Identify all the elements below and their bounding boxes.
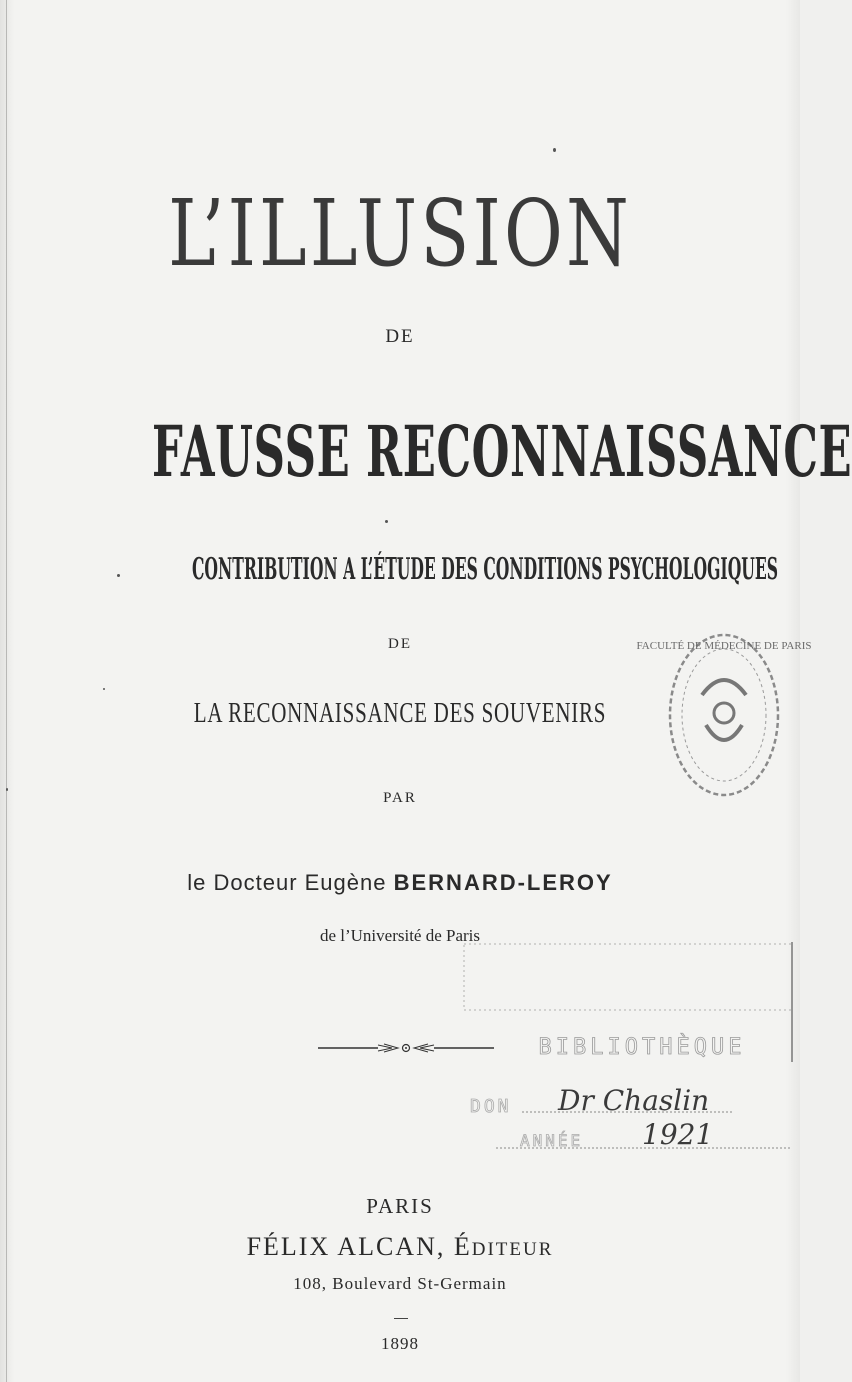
imprint-publisher: [0, 1232, 800, 1262]
connector-de-2: DE: [388, 636, 412, 652]
scan-speck: [103, 688, 105, 690]
publisher-name: FÉLIX ALCAN,: [246, 1232, 446, 1261]
author-line: [0, 870, 800, 896]
publisher-role-rest: DITEUR: [471, 1239, 554, 1260]
round-library-stamp: [636, 625, 812, 805]
round-stamp-text: FACULTÉ DE MÉDECINE DE PARIS: [636, 640, 812, 652]
imprint-address: 108, Boulevard St-Germain: [293, 1274, 507, 1293]
title-line-1: L’ILLUSION: [168, 180, 632, 287]
year-handwritten: 1921: [642, 1118, 714, 1151]
subtitle-line-1: CONTRIBUTION A L’ÉTUDE DES CONDITIONS PSYCHOLOGIQUES: [192, 552, 779, 587]
scan-speck: [385, 520, 388, 523]
scan-speck: [6, 788, 8, 791]
donation-stamp: [462, 942, 796, 1152]
imprint-year: 1898: [381, 1334, 419, 1353]
library-stamp-text: BIBLIOTHÈQUE: [538, 1035, 746, 1060]
imprint-dash: [394, 1318, 408, 1319]
year-label: ANNÉE: [520, 1131, 584, 1150]
scan-speck: [117, 574, 120, 577]
subtitle-line-2: LA RECONNAISSANCE DES SOUVENIRS: [193, 698, 607, 729]
title-line-2: FAUSSE RECONNAISSANCE: [152, 410, 852, 493]
by-label: PAR: [383, 790, 417, 806]
publisher-role-initial: É: [453, 1232, 472, 1261]
scan-speck: [553, 148, 556, 152]
connector-de-1: DE: [385, 326, 415, 347]
author-affiliation: de l’Université de Paris: [319, 926, 481, 945]
author-prefix: le Docteur Eugène: [187, 870, 387, 895]
imprint-city: PARIS: [366, 1194, 434, 1218]
page-edge: [6, 0, 7, 1382]
donor-label: DON: [470, 1096, 512, 1117]
donor-handwritten: Dr Chaslin: [558, 1084, 710, 1117]
author-name: BERNARD-LEROY: [393, 870, 613, 895]
